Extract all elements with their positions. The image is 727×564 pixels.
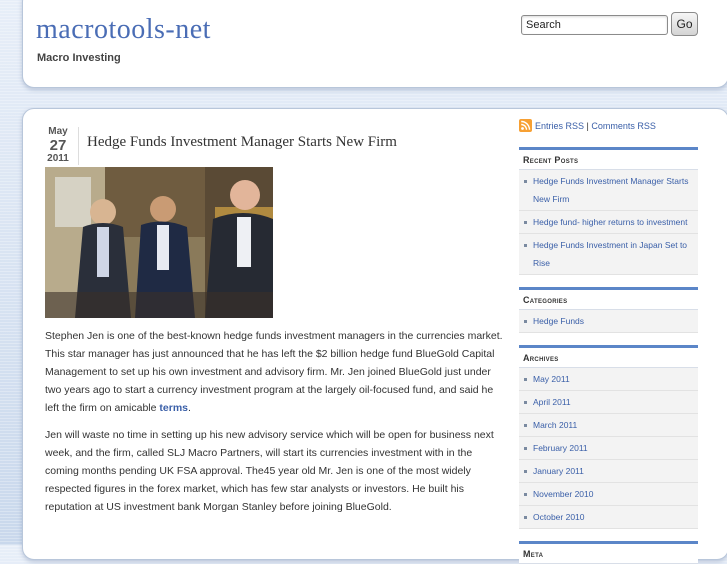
search-input[interactable] — [521, 15, 668, 35]
terms-link[interactable]: terms — [159, 402, 188, 414]
post-date — [40, 127, 79, 165]
post-paragraph-1-text: Stephen Jen is one of the best-known hedge funds investment managers in the currencies market. This star manager has just announced that he has left the $2 billion hedge fund BlueGold Capital Management to set up his own investment and advisory firm. Mr. Jen joined BlueGold just under two years ago to start a currency investment program at the largely oil-focused fund, and said he left the firm on amicable — [45, 330, 503, 414]
categories-heading: Categories — [519, 290, 698, 310]
entries-rss-link[interactable]: Entries RSS — [535, 121, 585, 131]
recent-post-link[interactable]: Hedge Funds Investment in Japan Set to Rise — [519, 234, 698, 275]
rss-feed-icon — [519, 119, 532, 132]
post-title[interactable]: Hedge Funds Investment Manager Starts New Firm — [87, 134, 397, 150]
archive-link[interactable]: November 2010 — [519, 483, 698, 506]
recent-post-link[interactable]: Hedge fund- higher returns to investment — [519, 211, 698, 234]
category-link[interactable]: Hedge Funds — [519, 310, 698, 333]
search-go-button[interactable]: Go — [671, 12, 698, 36]
post-paragraph-2: Jen will waste no time in setting up his new advisory service which will be open for business next week, and the firm, called SLJ Macro Partners, will start its currencies investment with in the coming months pending UK FSA approval. The45 year old Mr. Jen is one of the most widely respected figures in the forex market, which has few star analysts or investors. He built his reputation at US investment bank Morgan Stanley before joining BlueGold. — [45, 429, 494, 513]
archive-link[interactable]: October 2010 — [519, 506, 698, 529]
categories-widget — [519, 287, 698, 333]
archive-link[interactable]: February 2011 — [519, 437, 698, 460]
site-title[interactable]: macrotools-net — [36, 14, 211, 45]
meta-heading: Meta — [519, 544, 698, 564]
archive-link[interactable]: May 2011 — [519, 368, 698, 391]
post-body — [45, 327, 503, 525]
archive-link[interactable]: January 2011 — [519, 460, 698, 483]
post-paragraph-1-end: . — [188, 402, 191, 414]
post-date-day: 27 — [49, 137, 67, 154]
comments-rss-link[interactable]: Comments RSS — [591, 121, 656, 131]
archives-heading: Archives — [519, 348, 698, 368]
post-date-month: May — [48, 126, 68, 137]
archives-widget — [519, 345, 698, 529]
recent-posts-widget — [519, 147, 698, 275]
post-date-year: 2011 — [47, 153, 69, 164]
archive-link[interactable]: April 2011 — [519, 391, 698, 414]
post-paragraph-1 — [45, 327, 503, 417]
recent-post-link[interactable]: Hedge Funds Investment Manager Starts New Firm — [519, 170, 698, 211]
sidebar — [519, 117, 698, 564]
archive-link[interactable]: March 2011 — [519, 414, 698, 437]
site-description: Macro Investing — [37, 52, 121, 64]
rss-separator: | — [584, 121, 592, 131]
rss-links — [519, 117, 698, 135]
post-photo — [45, 167, 273, 318]
recent-posts-heading: Recent Posts — [519, 150, 698, 170]
meta-widget — [519, 541, 698, 564]
